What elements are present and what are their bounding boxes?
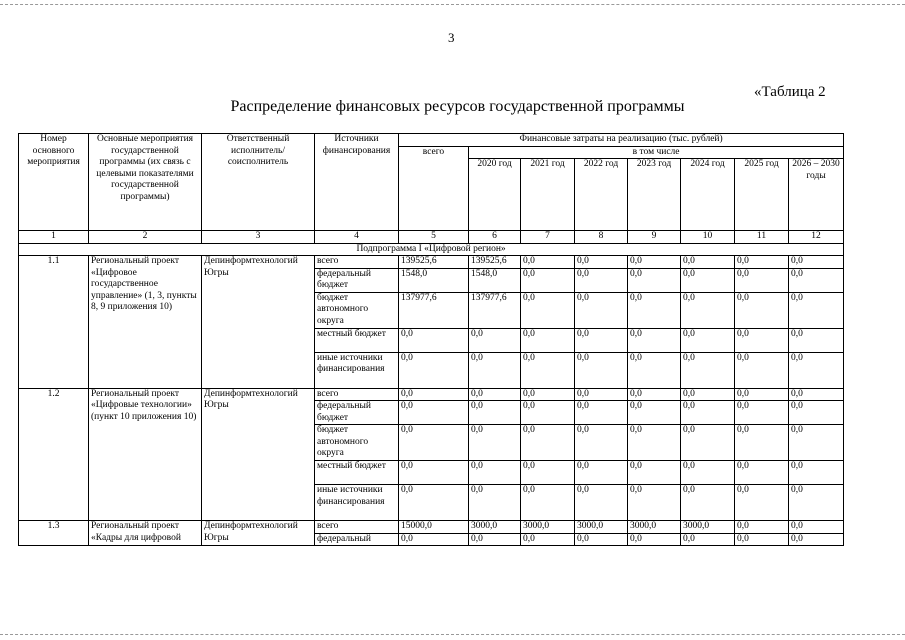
- amount-cell: 1548,0: [469, 268, 521, 292]
- funding-source: иные источники финансирования: [315, 485, 399, 521]
- amount-cell: 0,0: [628, 268, 681, 292]
- amount-cell: 0,0: [735, 533, 789, 546]
- responsible-executor: Депинформтехнологий Югры: [202, 256, 315, 389]
- amount-cell: 0,0: [469, 533, 521, 546]
- amount-cell: 0,0: [469, 425, 521, 461]
- page-number: 3: [448, 30, 455, 45]
- header-year: 2023 год: [628, 159, 681, 231]
- table-row: [19, 521, 844, 534]
- amount-cell: 0,0: [735, 328, 789, 352]
- amount-cell: 0,0: [789, 292, 844, 328]
- event-name: Региональный проект «Цифровые технологии» (пункт 10 приложения 10): [89, 388, 202, 521]
- amount-cell: 0,0: [399, 425, 469, 461]
- amount-cell: 0,0: [521, 401, 575, 425]
- amount-cell: 0,0: [469, 485, 521, 521]
- amount-cell: 0,0: [521, 461, 575, 485]
- funding-source: бюджет автономного округа: [315, 292, 399, 328]
- amount-cell: 0,0: [735, 425, 789, 461]
- amount-cell: 139525,6: [469, 256, 521, 269]
- amount-cell: 15000,0: [399, 521, 469, 534]
- header-source: Источники финансирования: [315, 134, 399, 231]
- amount-cell: 0,0: [521, 388, 575, 401]
- amount-cell: 0,0: [735, 401, 789, 425]
- amount-cell: 0,0: [521, 485, 575, 521]
- amount-cell: 3000,0: [681, 521, 735, 534]
- responsible-executor: Депинформтехнологий Югры: [202, 388, 315, 521]
- header-year: 2025 год: [735, 159, 789, 231]
- amount-cell: 0,0: [469, 401, 521, 425]
- responsible-executor: Депинформтехнологий Югры: [202, 521, 315, 546]
- amount-cell: 0,0: [469, 352, 521, 388]
- event-name: Региональный проект «Кадры для цифровой: [89, 521, 202, 546]
- column-number: 6: [469, 231, 521, 244]
- amount-cell: 0,0: [628, 461, 681, 485]
- amount-cell: 0,0: [789, 485, 844, 521]
- amount-cell: 0,0: [681, 533, 735, 546]
- amount-cell: 0,0: [628, 352, 681, 388]
- funding-source: федеральный бюджет: [315, 401, 399, 425]
- column-number: 5: [399, 231, 469, 244]
- amount-cell: 0,0: [681, 256, 735, 269]
- amount-cell: 0,0: [789, 521, 844, 534]
- amount-cell: 0,0: [628, 401, 681, 425]
- header-year: 2022 год: [575, 159, 628, 231]
- amount-cell: 0,0: [628, 425, 681, 461]
- amount-cell: 0,0: [575, 425, 628, 461]
- amount-cell: 1548,0: [399, 268, 469, 292]
- header-total: всего: [399, 146, 469, 231]
- amount-cell: 0,0: [789, 328, 844, 352]
- amount-cell: 0,0: [399, 533, 469, 546]
- document-title: Распределение финансовых ресурсов государственной программы: [230, 98, 685, 115]
- amount-cell: 0,0: [575, 328, 628, 352]
- amount-cell: 0,0: [681, 461, 735, 485]
- table-row: [19, 256, 844, 269]
- amount-cell: 0,0: [575, 401, 628, 425]
- amount-cell: 0,0: [521, 256, 575, 269]
- funding-source: иные источники финансирования: [315, 352, 399, 388]
- table-label: «Таблица 2: [754, 84, 826, 100]
- amount-cell: 0,0: [628, 292, 681, 328]
- amount-cell: 0,0: [521, 292, 575, 328]
- amount-cell: 0,0: [735, 352, 789, 388]
- event-number: 1.1: [19, 256, 89, 389]
- amount-cell: 0,0: [399, 388, 469, 401]
- amount-cell: 139525,6: [399, 256, 469, 269]
- amount-cell: 0,0: [681, 388, 735, 401]
- amount-cell: 0,0: [521, 352, 575, 388]
- amount-cell: 0,0: [789, 425, 844, 461]
- header-year: 2026 – 2030 годы: [789, 159, 844, 231]
- amount-cell: 0,0: [628, 485, 681, 521]
- event-number: 1.3: [19, 521, 89, 546]
- amount-cell: 0,0: [521, 533, 575, 546]
- amount-cell: 0,0: [521, 328, 575, 352]
- amount-cell: 0,0: [789, 388, 844, 401]
- header-year: 2024 год: [681, 159, 735, 231]
- column-number: 3: [202, 231, 315, 244]
- amount-cell: 0,0: [735, 461, 789, 485]
- amount-cell: 0,0: [575, 352, 628, 388]
- column-number: 12: [789, 231, 844, 244]
- amount-cell: 0,0: [575, 461, 628, 485]
- funding-source: всего: [315, 388, 399, 401]
- amount-cell: 0,0: [681, 268, 735, 292]
- amount-cell: 137977,6: [399, 292, 469, 328]
- amount-cell: 0,0: [789, 256, 844, 269]
- amount-cell: 0,0: [399, 352, 469, 388]
- amount-cell: 0,0: [789, 352, 844, 388]
- amount-cell: 0,0: [735, 485, 789, 521]
- column-number: 11: [735, 231, 789, 244]
- scan-edge-top: [0, 4, 905, 6]
- amount-cell: 0,0: [469, 388, 521, 401]
- funding-source: всего: [315, 521, 399, 534]
- amount-cell: 0,0: [789, 401, 844, 425]
- column-number: 4: [315, 231, 399, 244]
- amount-cell: 3000,0: [469, 521, 521, 534]
- amount-cell: 0,0: [521, 268, 575, 292]
- table-row: [19, 388, 844, 401]
- amount-cell: 0,0: [735, 521, 789, 534]
- amount-cell: 0,0: [575, 388, 628, 401]
- subprogram-title: Подпрограмма I «Цифровой регион»: [19, 243, 844, 256]
- column-number: 1: [19, 231, 89, 244]
- column-number: 8: [575, 231, 628, 244]
- amount-cell: 0,0: [399, 461, 469, 485]
- amount-cell: 0,0: [575, 485, 628, 521]
- header-main: Основные мероприятия государственной программы (их связь с целевыми показателями государственной программы): [89, 134, 202, 231]
- amount-cell: 0,0: [399, 485, 469, 521]
- amount-cell: 3000,0: [628, 521, 681, 534]
- header-resp: Ответственный исполнитель/ соисполнитель: [202, 134, 315, 231]
- amount-cell: 0,0: [575, 256, 628, 269]
- column-number: 10: [681, 231, 735, 244]
- amount-cell: 0,0: [681, 485, 735, 521]
- amount-cell: 137977,6: [469, 292, 521, 328]
- amount-cell: 0,0: [681, 425, 735, 461]
- header-including: в том числе: [469, 146, 844, 159]
- amount-cell: 0,0: [735, 292, 789, 328]
- amount-cell: 0,0: [628, 388, 681, 401]
- funding-source: местный бюджет: [315, 461, 399, 485]
- column-number: 7: [521, 231, 575, 244]
- amount-cell: 0,0: [681, 328, 735, 352]
- funding-source: всего: [315, 256, 399, 269]
- amount-cell: 0,0: [575, 292, 628, 328]
- header-num: Номер основного мероприятия: [19, 134, 89, 231]
- header-year: 2020 год: [469, 159, 521, 231]
- column-number: 9: [628, 231, 681, 244]
- amount-cell: 3000,0: [521, 521, 575, 534]
- column-number: 2: [89, 231, 202, 244]
- amount-cell: 0,0: [681, 292, 735, 328]
- header-finance: Финансовые затраты на реализацию (тыс. рублей): [399, 134, 844, 147]
- amount-cell: 0,0: [735, 268, 789, 292]
- funding-source: федеральный: [315, 533, 399, 546]
- finance-table: [18, 133, 844, 546]
- amount-cell: 0,0: [789, 533, 844, 546]
- header-year: 2021 год: [521, 159, 575, 231]
- amount-cell: 0,0: [399, 401, 469, 425]
- funding-source: федеральный бюджет: [315, 268, 399, 292]
- amount-cell: 0,0: [789, 461, 844, 485]
- amount-cell: 0,0: [735, 256, 789, 269]
- amount-cell: 0,0: [628, 328, 681, 352]
- event-name: Региональный проект «Цифровое государственное управление» (1, 3, пункты 8, 9 приложения 10): [89, 256, 202, 389]
- amount-cell: 0,0: [575, 533, 628, 546]
- amount-cell: 0,0: [521, 425, 575, 461]
- event-number: 1.2: [19, 388, 89, 521]
- amount-cell: 0,0: [575, 268, 628, 292]
- scan-edge-bottom: [0, 634, 905, 636]
- amount-cell: 0,0: [628, 256, 681, 269]
- amount-cell: 0,0: [469, 328, 521, 352]
- funding-source: бюджет автономного округа: [315, 425, 399, 461]
- amount-cell: 0,0: [399, 328, 469, 352]
- amount-cell: 3000,0: [575, 521, 628, 534]
- amount-cell: 0,0: [469, 461, 521, 485]
- amount-cell: 0,0: [789, 268, 844, 292]
- amount-cell: 0,0: [628, 533, 681, 546]
- amount-cell: 0,0: [681, 401, 735, 425]
- amount-cell: 0,0: [735, 388, 789, 401]
- amount-cell: 0,0: [681, 352, 735, 388]
- funding-source: местный бюджет: [315, 328, 399, 352]
